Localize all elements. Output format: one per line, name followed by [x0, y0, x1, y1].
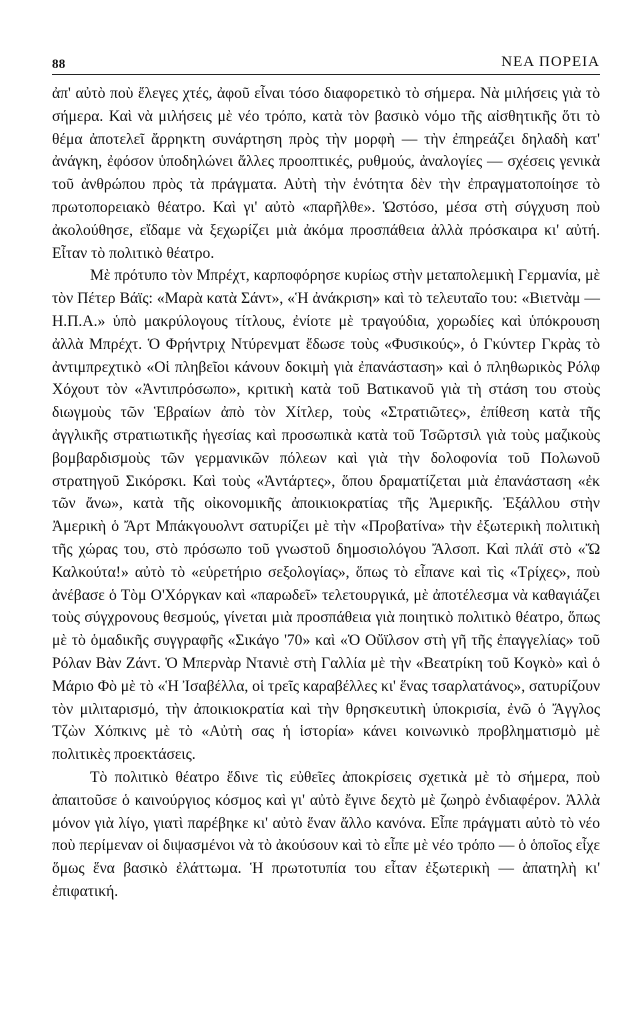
book-page [52, 44, 600, 1004]
paragraph-continuation: ἀπ' αὐτὸ ποὺ ἔλεγες χτές, ἀφοῦ εἶναι τόσο διαφορετικὸ τὸ σήμερα. Νὰ μιλήσεις γιὰ τὸ σήμερα. Καὶ νὰ μιλήσεις μὲ νέο τρόπο, κατὰ τὸν βασικὸ νόμο τῆς αἰσθητικῆς ὅτι τὸ θέμα ἀποτελεῖ ἄρρηκτη συνάρτηση πρὸς τὴν μορφὴ — τὴν ἐπηρεάζει δηλαδὴ κατ' ἀνάγκη, ἐφόσον ὑποδηλώνει ἄλλες προοπτικές, ρυθμούς, ἀναλογίες — σχέσεις γενικὰ τοῦ ἀνθρώπου πρὸς τὰ πράγματα. Αὐτὴ τὴν ἑνότητα δὲν τὴν ἐπραγματοποίησε τὸ πρωτοπορειακὸ θέατρο. Καὶ γι' αὐτὸ «παρῆλθε». Ὡστόσο, μέσα στὴ σύγχυση ποὺ ἀκολούθησε, εἴδαμε νὰ ξεχωρίζει μιὰ ἀκόμα προσπάθεια ἀλλὰ πρόσκαιρα κι' αὐτή. Εἶταν τὸ πολιτικὸ θέατρο. [52, 85, 600, 262]
running-header [52, 44, 600, 75]
paragraph-political-theatre: Μὲ πρότυπο τὸν Μπρέχτ, καρποφόρησε κυρίως στὴν μεταπολεμικὴ Γερμανία, μὲ τὸν Πέτερ Βάϊς: «Μαρὰ κατὰ Σάντ», «Ἡ ἀνάκριση» καὶ τὸ τελευταῖο του: «Βιετνὰμ — Η.Π.Α.» ὑπὸ μακρύλογους τίτλους, ἐνίοτε μὲ τραγούδια, χορωδίες καὶ ὑπόκρουση ἀλλὰ Μπρέχτ. Ὁ Φρήντριχ Ντύρενματ ἔδωσε τοὺς «Φυσικούς», ὁ Γκύντερ Γκρὰς τὸ ἀντιμπρεχτικὸ «Οἱ πληβεῖοι κάνουν δοκιμὴ γιὰ ἐπανάσταση» καὶ ὁ πληθωρικὸς Ρόλφ Χόχουτ τὸν «Ἀντιπρόσωπο», κριτικὴ κατὰ τοῦ Βατικανοῦ γιὰ τὴ στάση του στοὺς διωγμοὺς τῶν Ἑβραίων ἀπὸ τὸν Χίτλερ, τοὺς «Στρατιῶτες», ἐπίθεση κατὰ τῆς ἀγγλικῆς στρατιωτικῆς ἡγεσίας καὶ προσωπικὰ κατὰ τοῦ Τσῶρτσιλ γιὰ τοὺς μαζικοὺς βομβαρδισμοὺς τῶν γερμανικῶν πόλεων καὶ γιὰ τὴν δολοφονία τοῦ Πολωνοῦ στρατηγοῦ Σικόρσκι. Καὶ τοὺς «Ἀντάρτες», ὅπου δραματίζεται μιὰ ἐπανάσταση «ἐκ τῶν ἄνω», κατὰ τῆς οἰκονομικῆς ἀποικιοκρατίας τῆς Ἀμερικῆς. Ἐξάλλου στὴν Ἀμερικὴ ὁ Ἄρτ Μπάκγουολντ σατυρίζει μὲ τὴν «Προβατίνα» τὴν ἐξωτερικὴ πολιτικὴ τῆς χώρας του, στὸ πρόσωπο τοῦ γνωστοῦ δημοσιολόγου Ἄλσοπ. Καὶ πλάϊ στὸ «Ὤ Καλκούτα!» αὐτὸ τὸ «εὑρετήριο σεξολογίας», ὅπως τὸ εἶπανε καὶ τὶς «Τρίχες», ποὺ ἀνέβασε ὁ Τὸμ Ο'Χόργκαν καὶ «παρωδεῖ» τελετουργικά, μὲ ἀποτέλεσμα νὰ καθαγιάζει τοὺς σύγχρονους θεσμούς, γίνεται μιὰ προσπάθεια γιὰ ποιητικὸ πολιτικὸ θέατρο, ὅπως μὲ τὸ ὁμαδικῆς συγγραφῆς «Σικάγο '70» καὶ «Ὁ Οὔϊλσον στὴ γῆ τῆς ἐπαγγελίας» τοῦ Ρόλαν Βὰν Ζάντ. Ὁ Μπερνὰρ Ντανιὲ στὴ Γαλλία μὲ τὴν «Βεατρίκη τοῦ Κογκὸ» καὶ ὁ Μάριο Φὸ μὲ τὸ «Ἡ Ἰσαβέλλα, οἱ τρεῖς καραβέλλες κι' ἕνας τσαρλατάνος», σατυρίζουν τὸν μιλιταρισμό, τὴν ἀποικιοκρατία καὶ τὴν θρησκευτικὴ ὑποκρισία, ἐνῶ ὁ Ἄγγλος Τζὼν Χόπκινς μὲ τὸ «Αὐτὴ σας ἡ ἱστορία» κάνει κοινωνικὸ προβληματισμὸ μὲ πολιτικὲς προεκτάσεις. [52, 267, 600, 764]
article-body [52, 83, 600, 904]
paragraph-conclusion: Τὸ πολιτικὸ θέατρο ἔδινε τὶς εὐθεῖες ἀποκρίσεις σχετικὰ μὲ τὸ σήμερα, ποὺ ἀπαιτοῦσε ὁ καινούργιος κόσμος καὶ γι' αὐτὸ ἔγινε δεχτὸ μὲ ζωηρὸ ἐνδιαφέρον. Ἀλλὰ μόνον γιὰ λίγο, γιατὶ παρέβηκε κι' αὐτὸ ἕναν ἄλλο κανόνα. Εἶπε πράγματι αὐτὸ τὸ νέο ποὺ περίμεναν οἱ διψασμένοι νὰ τὸ ἀκούσουν καὶ τὸ εἶπε μὲ νέο τρόπο — ὁ ὁποῖος εἶχε ὅμως ἕνα βασικὸ ἐλάττωμα. Ἡ πρωτοτυπία του εἶταν ἐξωτερικὴ — ἀπατηλὴ κι' ἐπιφατική. [52, 768, 600, 900]
page-number: 88 [52, 56, 66, 71]
journal-title: ΝΕΑ ΠΟΡΕΙΑ [501, 54, 600, 70]
